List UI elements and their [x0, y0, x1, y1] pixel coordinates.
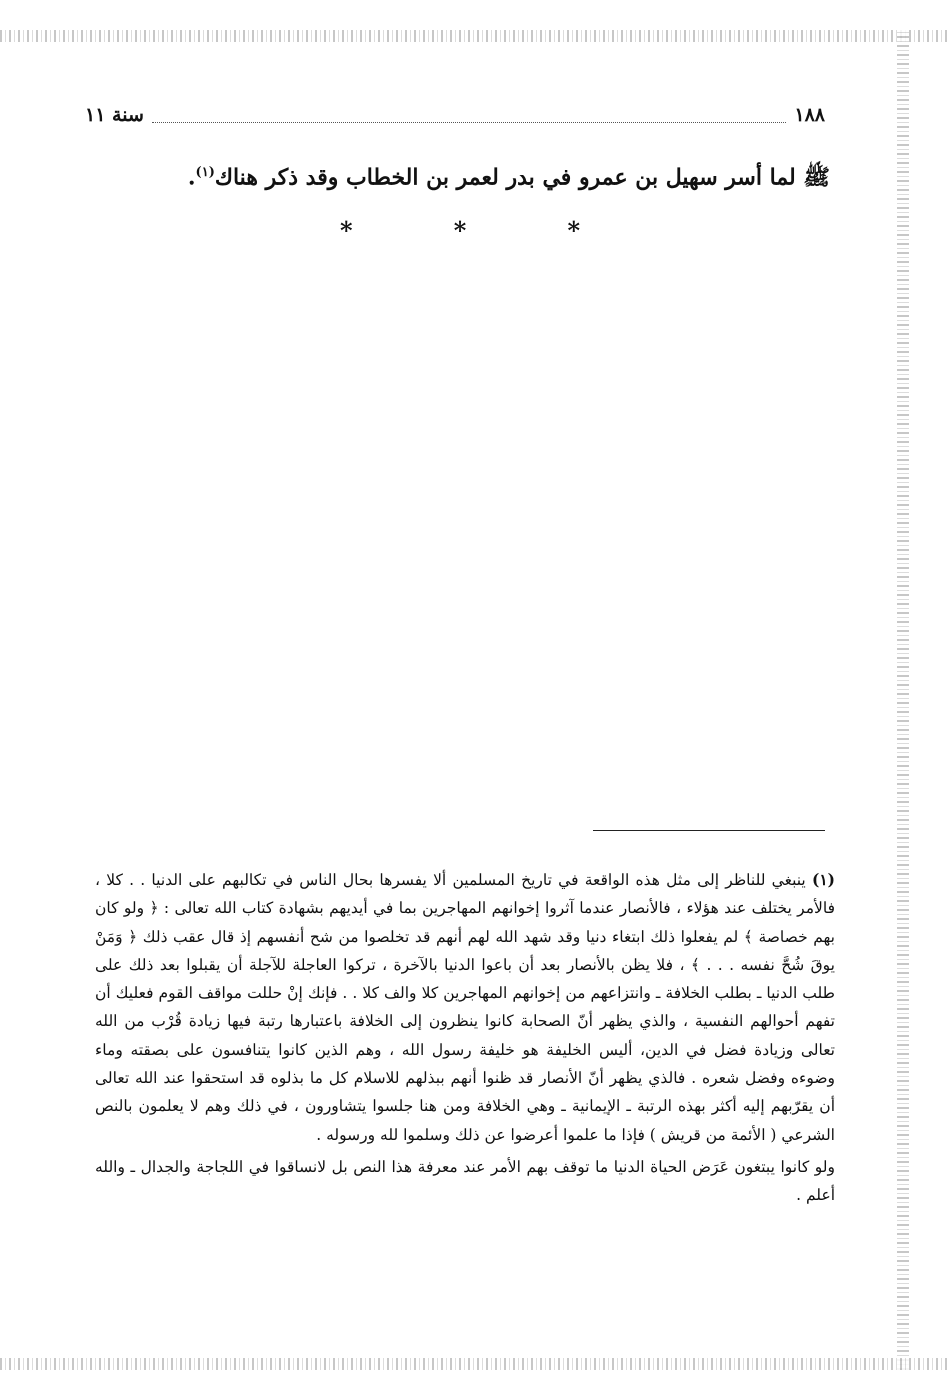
header-dotted-leader: [152, 108, 786, 123]
footnote-separator: [593, 830, 825, 831]
footnote-reference: (١): [195, 165, 215, 180]
footnote-block: [95, 866, 835, 1210]
star-3: *: [567, 216, 580, 245]
main-text-line: [180, 155, 830, 195]
star-2: *: [453, 216, 467, 245]
star-1: *: [340, 216, 353, 245]
footnote-paragraph-1: [95, 866, 835, 1149]
running-head: سنة ١١: [85, 104, 144, 126]
footnote-label: (١): [811, 870, 835, 889]
page-number: ١٨٨: [794, 104, 825, 126]
footnote-text-1: ينبغي للناظر إلى مثل هذه الواقعة في تاريخ المسلمين ألا يفسرها بحال الناس في تكالبهم على الدنيا . . كلا ، فالأمر يختلف عند هؤلاء ، فالأنصار عندما آثروا إخوانهم المهاجرين بما في أيديهم بشهادة كتاب الله تعالى : ﴿ ولو كان بهم خصاصة ﴾ لم يفعلوا ذلك ابتغاء دنيا وقد شهد الله لهم أنهم قد تخلصوا من شح أنفسهم إذ قال عقب ذلك ﴿ وَمَنْ يوقَ شُحَّ نفسه . . . ﴾ ، فلا يظن بالأنصار بعد أن باعوا الدنيا بالآخرة ، تركوا العاجلة للآجلة أن يقبلوا بعد ذلك على طلب الدنيا ـ بطلب الخلافة ـ وانتزاعهم من إخوانهم المهاجرين كلا والف كلا . . فإنك إنْ حللت مواقف القوم فعليك أن تفهم أحوالهم النفسية ، والذي يظهر أنّ الصحابة كانوا ينظرون إلى الخلافة باعتبارها رتبة فيها زيادة قُرْب من الله تعالى وزيادة فضل في الدين، أليس الخليفة هو خليفة رسول الله ، وهم الذين كانوا يتنافسون على بصقته وماء وضوءه وفضل شعره . فالذي يظهر أنّ الأنصار قد ظنوا أنهم ببذلهم للاسلام كل ما بذلوه قد استحقوا عند الله تعالى أن يقرّبهم إليه أكثر بهذه الرتبة ـ الإيمانية ـ وهي الخلافة ومن هنا جلسوا يتشاورون ، في ذلك وهم لا يعلمون بالنص الشرعي ( الأئمة من قريش ) فإذا ما علموا أعرضوا عن ذلك وسلموا لله ورسوله .: [95, 871, 835, 1144]
footnote-text-2: ولو كانوا يبتغون عَرَض الحياة الدنيا ما توقف بهم الأمر عند معرفة هذا النص بل لانساقوا في اللجاجة والجدال ـ والله أعلم .: [95, 1157, 835, 1205]
section-divider-stars: [340, 216, 580, 245]
footnote-paragraph-2: [95, 1153, 835, 1210]
main-text: ﷺ لما أسر سهيل بن عمرو في بدر لعمر بن الخطاب وقد ذكر هناك: [214, 164, 830, 191]
page-header: [85, 100, 825, 130]
main-text-end: .: [187, 164, 196, 191]
